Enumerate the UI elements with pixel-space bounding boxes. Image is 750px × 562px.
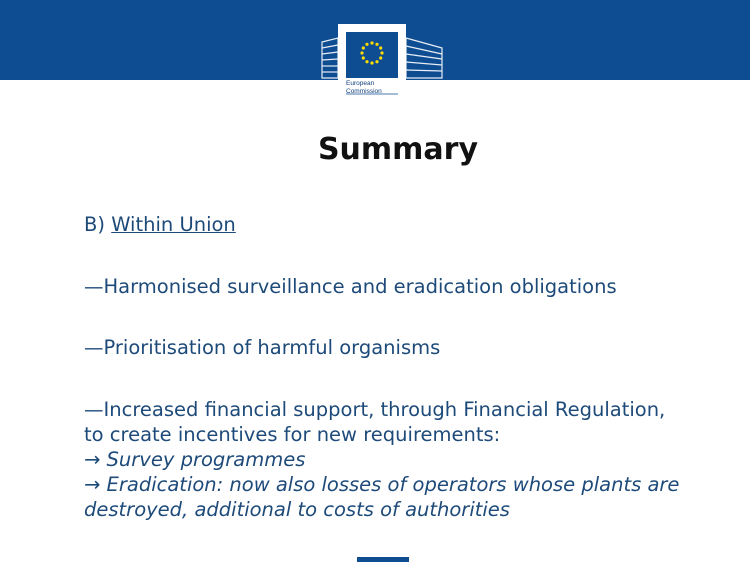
section-heading	[84, 212, 744, 237]
logo-text	[346, 80, 400, 96]
slide-title: Summary	[317, 132, 479, 167]
bullet-item: —Harmonised surveillance and eradication obligations	[84, 275, 617, 298]
logo-line-european: European	[346, 80, 375, 87]
sub-item-eradication	[84, 472, 744, 497]
bullet-item-financial-support	[84, 397, 744, 522]
bullet-line: —Increased financial support, through Financial Regulation,	[84, 398, 666, 421]
sub-item-continuation: destroyed, additional to costs of authorities	[84, 498, 510, 521]
sub-item-label: Eradication: now also losses of operators whose plants are	[106, 473, 680, 496]
european-commission-logo	[318, 16, 446, 108]
arrow-right-icon: →	[84, 448, 101, 471]
section-link-within-union[interactable]: Within Union	[111, 213, 236, 236]
section-prefix: B)	[84, 213, 112, 236]
sub-item-label: Survey programmes	[106, 448, 306, 471]
footer-bar	[357, 557, 409, 562]
logo-line-commission: Commission	[346, 88, 382, 95]
bullet-item: —Prioritisation of harmful organisms	[84, 336, 441, 359]
arrow-right-icon: →	[84, 473, 101, 496]
sub-item-survey	[84, 447, 744, 472]
bullet-line: to create incentives for new requirements:	[84, 423, 501, 446]
